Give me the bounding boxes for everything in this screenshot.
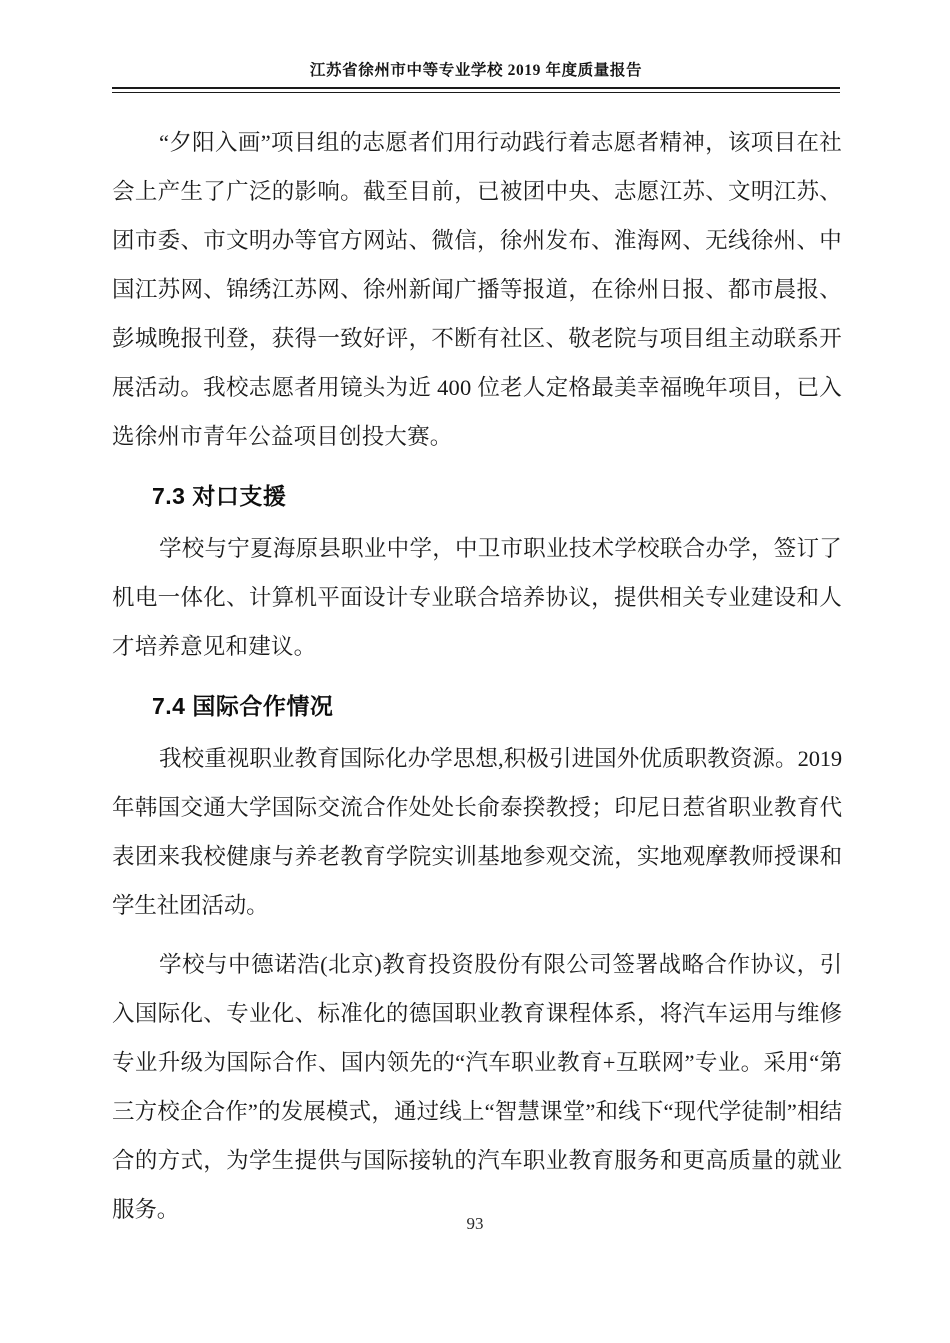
- paragraph-counterpart-support: 学校与宁夏海原县职业中学，中卫市职业技术学校联合办学，签订了机电一体化、计算机平面设计专业联合培养协议，提供相关专业建设和人才培养意见和建议。: [112, 536, 842, 659]
- page-content: [112, 118, 842, 1234]
- page-number: 93: [466, 1214, 484, 1233]
- spacer: [112, 671, 842, 682]
- section-heading-7-4: 7.4 国际合作情况: [152, 693, 334, 719]
- header-rule: [112, 87, 840, 93]
- header-title: 江苏省徐州市中等专业学校 2019 年度质量报告: [309, 62, 643, 79]
- spacer: [112, 930, 842, 940]
- paragraph-international-cooperation-1: 我校重视职业教育国际化办学思想,积极引进国外优质职教资源。2019年韩国交通大学国际交流合作处处长俞泰揆教授；印尼日惹省职业教育代表团来我校健康与养老教育学院实训基地参观交流，实地观摩教师授课和学生社团活动。: [112, 746, 842, 918]
- paragraph-volunteer-project: “夕阳入画”项目组的志愿者们用行动践行着志愿者精神，该项目在社会上产生了广泛的影响。截至目前，已被团中央、志愿江苏、文明江苏、团市委、市文明办等官方网站、微信，徐州发布、淮海网、无线徐州、中国江苏网、锦绣江苏网、徐州新闻广播等报道，在徐州日报、都市晨报、彭城晚报刊登，获得一致好评，不断有社区、敬老院与项目组主动联系开展活动。我校志愿者用镜头为近 400 位老人定格最美幸福晚年项目，已入选徐州市青年公益项目创投大赛。: [112, 130, 842, 449]
- spacer: [112, 461, 842, 472]
- section-heading-7-3: 7.3 对口支援: [152, 483, 287, 509]
- running-header: [112, 58, 840, 93]
- paragraph-international-cooperation-2: 学校与中德诺浩(北京)教育投资股份有限公司签署战略合作协议，引入国际化、专业化、标准化的德国职业教育课程体系，将汽车运用与维修专业升级为国际合作、国内领先的“汽车职业教育+互联网”专业。采用“第三方校企合作”的发展模式，通过线上“智慧课堂”和线下“现代学徒制”相结合的方式，为学生提供与国际接轨的汽车职业教育服务和更高质量的就业服务。: [112, 952, 842, 1222]
